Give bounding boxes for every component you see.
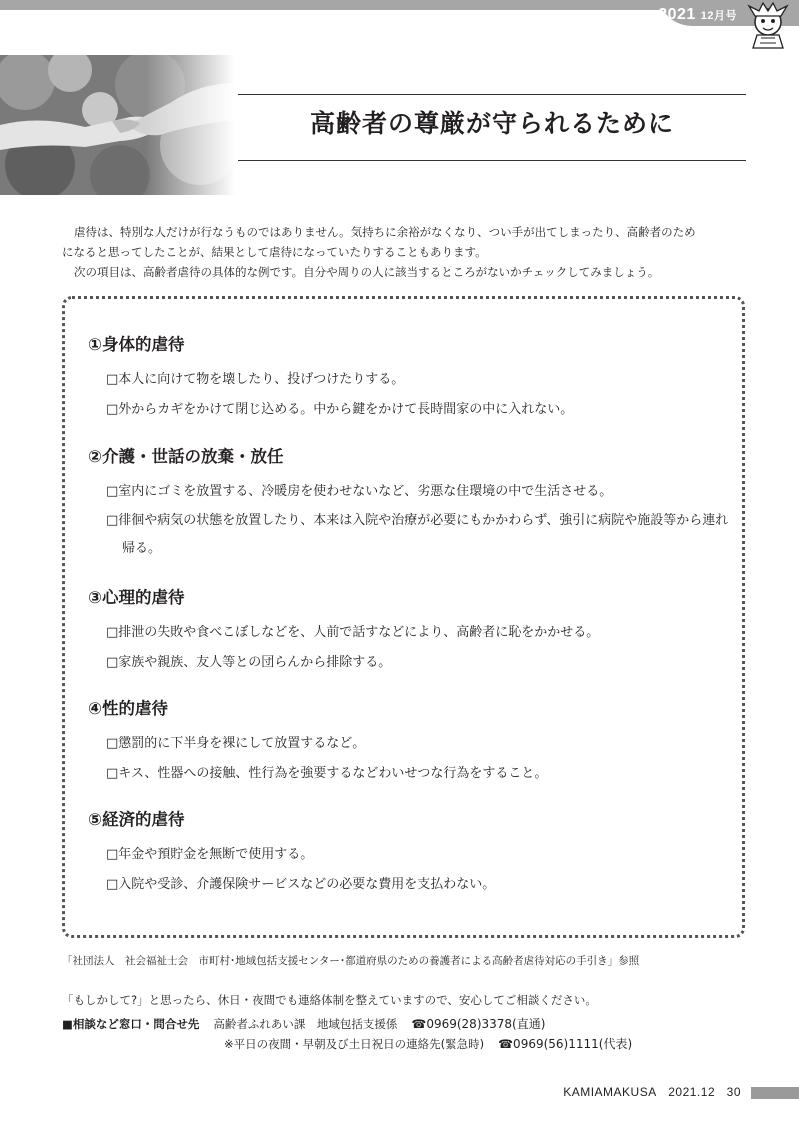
checklist-item[interactable]: □外からカギをかけて閉じ込める。中から鍵をかけて長時間家の中に入れない。: [106, 402, 574, 417]
magazine-name: KAMIAMAKUSA: [563, 1085, 657, 1099]
intro-paragraph-1a: 虐待は、特別な人だけが行なうものではありません。気持ちに余裕がなくなり、つい手が出てしまったり、高齢者のため: [74, 225, 696, 239]
section-heading: ⑤経済的虐待: [88, 810, 185, 829]
source-reference: 「社団法人 社会福祉士会 市町村･地域包括支援センター･都道府県のための養護者による高齢者虐待対応の手引き」参照: [62, 955, 640, 967]
checklist-item[interactable]: □家族や親族、友人等との団らんから排除する。: [106, 655, 392, 670]
issue-month: 12月号: [700, 10, 737, 22]
contact-phone-direct[interactable]: ☎0969(28)3378(直通): [411, 1017, 546, 1031]
section-neglect: [88, 445, 738, 563]
after-hours-note: ※平日の夜間・早朝及び土日祝日の連絡先(緊急時): [224, 1037, 485, 1051]
section-financial-abuse: [88, 808, 738, 900]
checklist-item[interactable]: □徘徊や病気の状態を放置したり、本来は入院や治療が必要にもかかわらず、強引に病院や施設等から連れ帰る。: [106, 513, 729, 556]
page-footer: [563, 1085, 741, 1099]
section-heading: ①身体的虐待: [88, 335, 185, 354]
page-number: 30: [726, 1085, 741, 1099]
consultation-notice: 「もしかして?」と思ったら、休日・夜間でも連絡体制を整えていますので、安心してご相談ください。: [62, 993, 597, 1007]
section-sexual-abuse: [88, 697, 738, 789]
intro-paragraph-2: 次の項目は、高齢者虐待の具体的な例です。自分や周りの人に該当するところがないかチェックしてみましょう。: [74, 265, 660, 279]
intro-paragraph-1b: になると思ってしたことが、結果として虐待になっていたりすることもあります。: [62, 245, 487, 259]
issue-year: 2021: [658, 6, 696, 23]
checklist-item[interactable]: □排泄の失敗や食べこぼしなどを、人前で話すなどにより、高齢者に恥をかかせる。: [106, 625, 600, 640]
checklist-item[interactable]: □キス、性器への接触、性行為を強要するなどわいせつな行為をすること。: [106, 766, 548, 781]
holding-hands-photo: [0, 55, 235, 195]
page-title: 高齢者の尊厳が守られるために: [309, 109, 674, 138]
checklist-item[interactable]: □懲罰的に下半身を裸にして放置するなど。: [106, 736, 366, 751]
title-rule-bottom: [238, 160, 746, 161]
section-heading: ④性的虐待: [88, 699, 168, 718]
contact-label: ■相談など窓口・問合せ先: [62, 1017, 200, 1031]
checklist-item[interactable]: □室内にゴミを放置する、冷暖房を使わせないなど、劣悪な住環境の中で生活させる。: [106, 484, 613, 499]
section-psychological-abuse: [88, 586, 738, 678]
checklist-item[interactable]: □年金や預貯金を無断で使用する。: [106, 847, 314, 862]
mascot-icon: [743, 2, 793, 50]
section-heading: ③心理的虐待: [88, 588, 185, 607]
contact-department: 高齢者ふれあい課 地域包括支援係: [213, 1017, 398, 1031]
section-physical-abuse: [88, 333, 738, 425]
section-heading: ②介護・世話の放棄・放任: [88, 447, 284, 466]
intro-text: [62, 222, 752, 282]
checklist-item[interactable]: □本人に向けて物を壊したり、投げつけたりする。: [106, 372, 405, 387]
title-rule-top: [238, 94, 746, 95]
footer-bar: [751, 1087, 799, 1099]
checklist-item[interactable]: □入院や受診、介護保険サービスなどの必要な費用を支払わない。: [106, 877, 496, 892]
contact-phone-main[interactable]: ☎0969(56)1111(代表): [498, 1037, 633, 1051]
header-bar: [0, 0, 799, 52]
issue-label: [658, 6, 737, 24]
issue-date: 2021.12: [668, 1085, 716, 1099]
contact-info: [62, 1014, 632, 1054]
